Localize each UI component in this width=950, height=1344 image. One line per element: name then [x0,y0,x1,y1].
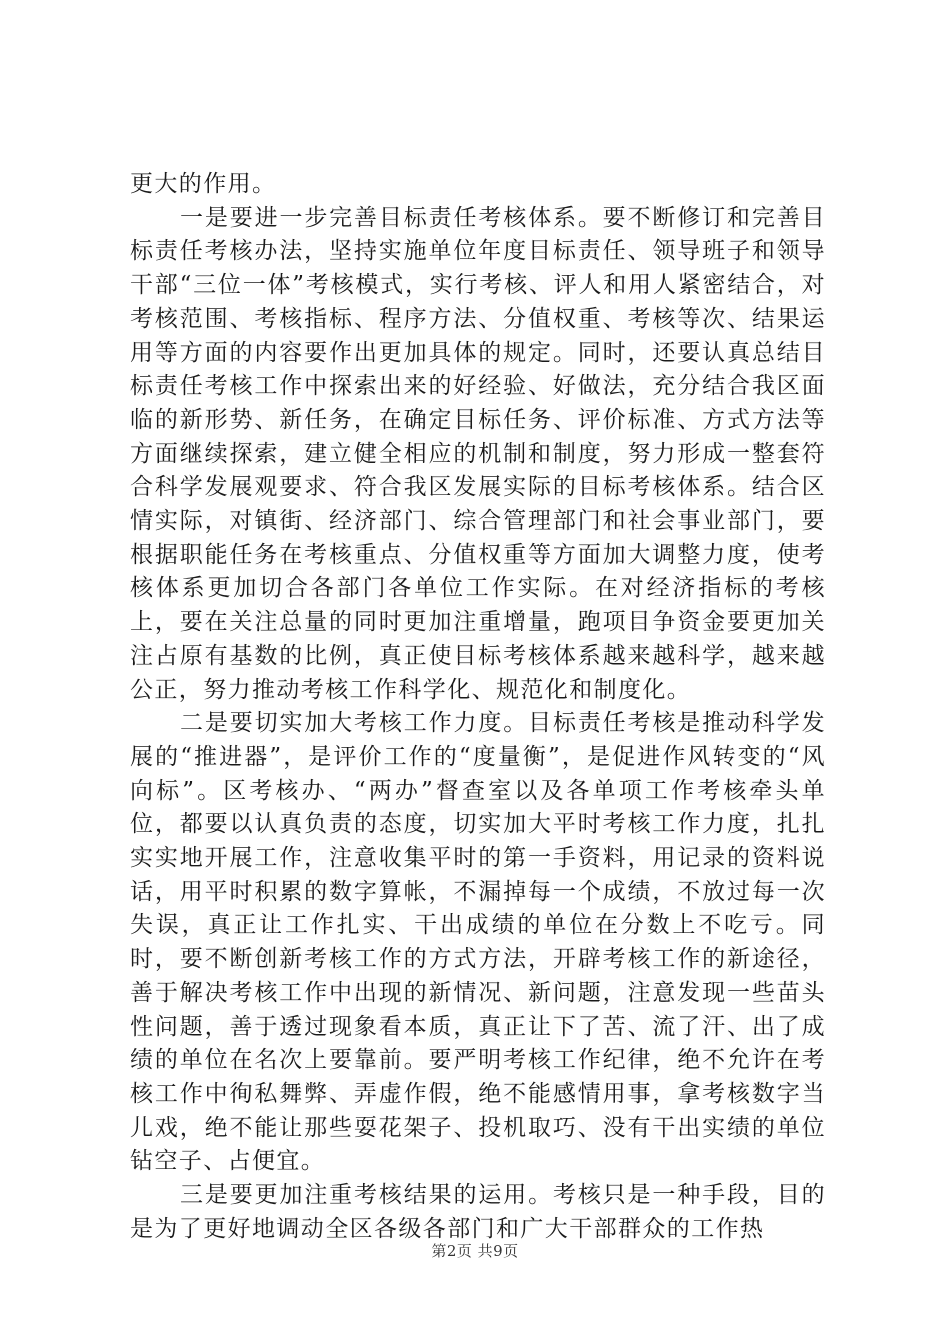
paragraph-target-system: 一是要进一步完善目标责任考核体系。要不断修订和完善目标责任考核办法，坚持实施单位年度目标责任、领导班子和领导干部“三位一体”考核模式，实行考核、评人和用人紧密结合，对考核范围、考核指标、程序方法、分值权重、考核等次、结果运用等方面的内容要作出更加具体的规定。同时，还要认真总结目标责任考核工作中探索出来的好经验、好做法，充分结合我区面临的新形势、新任务，在确定目标任务、评价标准、方式方法等方面继续探索，建立健全相应的机制和制度，努力形成一整套符合科学发展观要求、符合我区发展实际的目标考核体系。结合区情实际，对镇街、经济部门、综合管理部门和社会事业部门，要根据职能任务在考核重点、分值权重等方面加大调整力度，使考核体系更加切合各部门各单位工作实际。在对经济指标的考核上，要在关注总量的同时更加注重增量，跑项目争资金要更加关注占原有基数的比例，真正使目标考核体系越来越科学，越来越公正，努力推动考核工作科学化、规范化和制度化。 [130,204,826,703]
document-body [130,168,826,1247]
paragraph-assessment-strength: 二是要切实加大考核工作力度。目标责任考核是推动科学发展的“推进器”，是评价工作的“度量衡”，是促进作风转变的“风向标”。区考核办、“两办”督查室以及各单项工作考核牵头单位，都要以认真负责的态度，切实加大平时考核工作力度，扎扎实实地开展工作，注意收集平时的第一手资料，用记录的资料说话，用平时积累的数字算帐，不漏掉每一个成绩，不放过每一次失误，真正让工作扎实、干出成绩的单位在分数上不吃亏。同时，要不断创新考核工作的方式方法，开辟考核工作的新途径，善于解决考核工作中出现的新情况、新问题，注意发现一些苗头性问题，善于透过现象看本质，真正让下了苦、流了汗、出了成绩的单位在名次上要靠前。要严明考核工作纪律，绝不允许在考核工作中徇私舞弊、弄虚作假，绝不能感情用事，拿考核数字当儿戏，绝不能让那些耍花架子、投机取巧、没有干出实绩的单位钻空子、占便宜。 [130,710,826,1175]
page-number-footer: 第2页 共9页 [431,1242,519,1260]
paragraph-continuation: 更大的作用。 [130,171,277,197]
paragraph-result-application: 三是要更加注重考核结果的运用。考核只是一种手段，目的是为了更好地调动全区各级各部门和广大干部群众的工作热 [130,1182,826,1242]
